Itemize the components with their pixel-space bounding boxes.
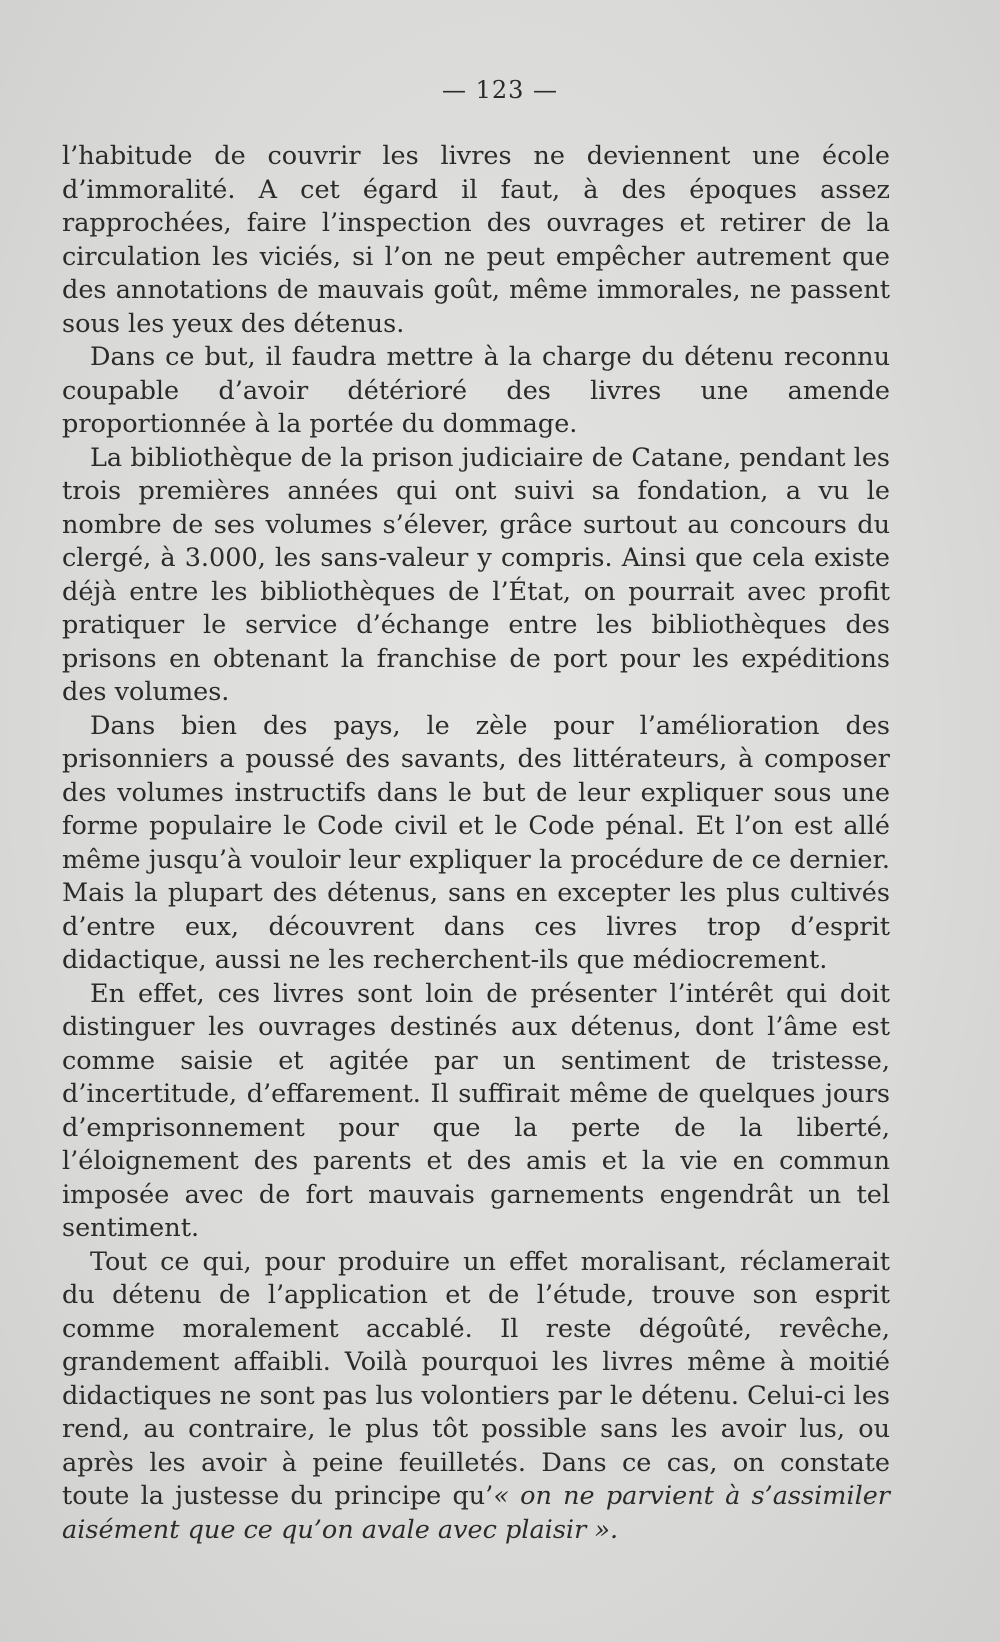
body-text	[62, 140, 890, 1547]
italic-quote: « on ne parvient à s’assimiler aisément que ce qu’on avale avec plaisir ».	[62, 1481, 890, 1545]
paragraph: En effet, ces livres sont loin de présenter l’intérêt qui doit distinguer les ouvrages destinés aux détenus, dont l’âme est comme saisie et agitée par un sentiment de tristesse, d’incertitude, d’effarement. Il suffirait même de quelques jours d’emprisonnement pour que la perte de la liberté, l’éloignement des parents et des amis et la vie en commun imposée avec de fort mauvais garnements engendrât un tel sentiment.	[62, 978, 890, 1243]
paragraph-last-text: Tout ce qui, pour produire un effet moralisant, réclamerait du détenu de l’application et de l’étude, trouve son esprit comme moralement accablé. Il reste dégoûté, revêche, grandement affaibli. Voilà pourquoi les livres même à moitié didactiques ne sont pas lus volontiers par le détenu. Celui-ci les rend, au contraire, le plus tôt possible sans les avoir lus, ou après les avoir à peine feuilletés. Dans ce cas, on constate toute la justesse du principe qu’	[62, 1246, 890, 1511]
paragraph: l’habitude de couvrir les livres ne deviennent une école d’immoralité. A cet égard il faut, à des époques assez rapprochées, faire l’inspection des ouvrages et retirer de la circulation les viciés, si l’on ne peut empêcher autrement que des annotations de mauvais goût, même immorales, ne passent sous les yeux des détenus.	[62, 141, 890, 339]
paragraph-last	[62, 1246, 890, 1548]
paragraph: La bibliothèque de la prison judiciaire de Catane, pendant les trois premières années qui ont suivi sa fondation, a vu le nombre de ses volumes s’élever, grâce surtout au concours du clergé, à 3.000, les sans-valeur y compris. Ainsi que cela existe déjà entre les bibliothèques de l’État, on pourrait avec profit pratiquer le service d’échange entre les bibliothèques des prisons en obtenant la franchise de port pour les expéditions des volumes.	[62, 442, 890, 707]
paragraph: Dans ce but, il faudra mettre à la charge du détenu reconnu coupable d’avoir détérioré des livres une amende proportionnée à la portée du dommage.	[62, 342, 890, 439]
page-number: — 123 —	[441, 76, 559, 104]
paragraph: Dans bien des pays, le zèle pour l’amélioration des prisonniers a poussé des savants, des littérateurs, à composer des volumes instructifs dans le but de leur expliquer sous une forme populaire le Code civil et le Code pénal. Et l’on est allé même jusqu’à vouloir leur expliquer la procédure de ce dernier. Mais la plupart des détenus, sans en excepter les plus cultivés d’entre eux, découvrent dans ces livres trop d’esprit didactique, aussi ne les recherchent-ils que médiocrement.	[62, 710, 890, 975]
